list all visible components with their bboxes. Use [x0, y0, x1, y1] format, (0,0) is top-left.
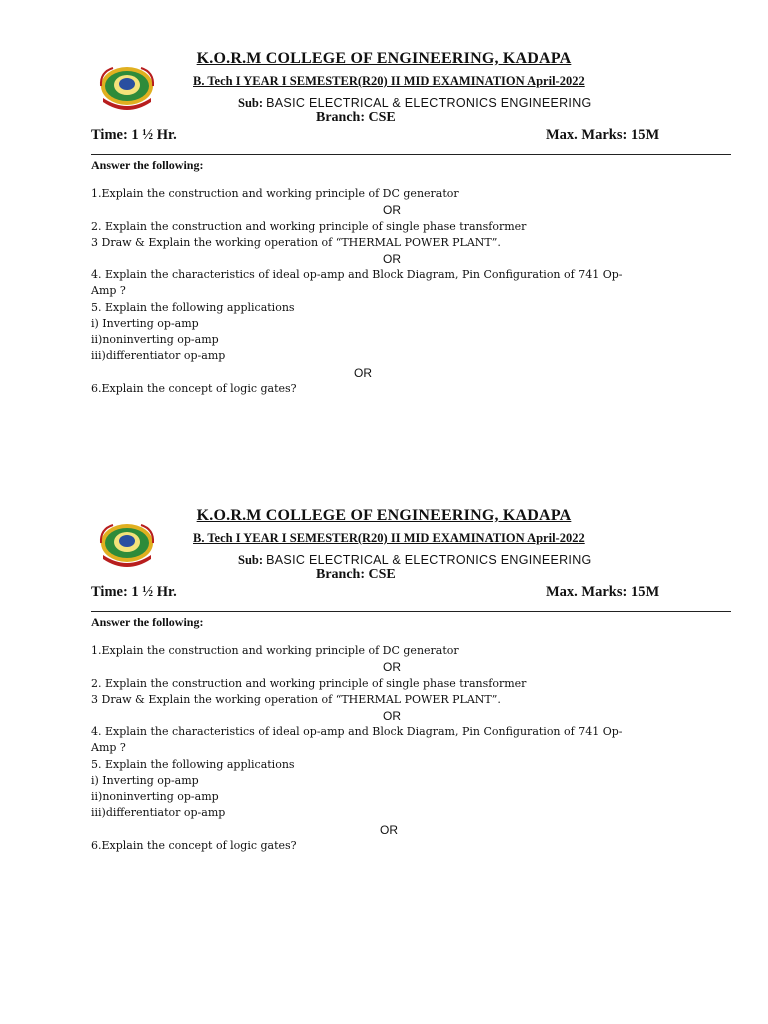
question-4-line-1: 4. Explain the characteristics of ideal op-amp and Block Diagram, Pin Configuration of 741 Op- — [91, 725, 623, 738]
exam-sheet-1 — [0, 0, 768, 460]
subject-label: Sub: — [238, 553, 267, 567]
question-5-i: i) Inverting op-amp — [91, 774, 199, 787]
question-1: 1.Explain the construction and working principle of DC generator — [91, 644, 459, 657]
or-separator: OR — [383, 252, 401, 266]
subject-value: BASIC ELECTRICAL & ELECTRONICS ENGINEERING — [266, 553, 592, 567]
question-2: 2. Explain the construction and working principle of single phase transformer — [91, 220, 527, 233]
college-logo-icon — [97, 64, 157, 110]
max-marks: Max. Marks: 15M — [546, 127, 660, 143]
time: Time: 1 ½ Hr. — [91, 127, 177, 143]
branch: Branch: CSE — [316, 110, 396, 125]
subject-line — [238, 96, 592, 111]
or-separator: OR — [380, 823, 398, 837]
instruction: Answer the following: — [91, 615, 204, 629]
or-separator: OR — [383, 709, 401, 723]
divider-line — [91, 154, 731, 155]
max-marks: Max. Marks: 15M — [546, 584, 660, 600]
question-5-ii: ii)noninverting op-amp — [91, 333, 219, 346]
divider-line — [91, 611, 731, 612]
question-3: 3 Draw & Explain the working operation of “THERMAL POWER PLANT”. — [91, 693, 501, 706]
question-6: 6.Explain the concept of logic gates? — [91, 839, 297, 852]
question-4-line-1: 4. Explain the characteristics of ideal op-amp and Block Diagram, Pin Configuration of 741 Op- — [91, 268, 623, 281]
question-4-line-2: Amp ? — [91, 284, 126, 297]
or-separator: OR — [383, 203, 401, 217]
question-2: 2. Explain the construction and working principle of single phase transformer — [91, 677, 527, 690]
college-logo-icon — [97, 521, 157, 567]
question-5: 5. Explain the following applications — [91, 301, 295, 314]
branch: Branch: CSE — [316, 567, 396, 582]
exam-title: B. Tech I YEAR I SEMESTER(R20) II MID EXAMINATION April-2022 — [193, 531, 585, 545]
question-5-iii: iii)differentiator op-amp — [91, 349, 226, 362]
or-separator: OR — [354, 366, 372, 380]
question-4-line-2: Amp ? — [91, 741, 126, 754]
question-1: 1.Explain the construction and working principle of DC generator — [91, 187, 459, 200]
subject-line — [238, 553, 592, 568]
question-5-ii: ii)noninverting op-amp — [91, 790, 219, 803]
instruction: Answer the following: — [91, 158, 204, 172]
question-6: 6.Explain the concept of logic gates? — [91, 382, 297, 395]
question-5-iii: iii)differentiator op-amp — [91, 806, 226, 819]
college-name: K.O.R.M COLLEGE OF ENGINEERING, KADAPA — [196, 507, 572, 524]
question-5: 5. Explain the following applications — [91, 758, 295, 771]
time: Time: 1 ½ Hr. — [91, 584, 177, 600]
exam-sheet-2 — [0, 457, 768, 917]
question-5-i: i) Inverting op-amp — [91, 317, 199, 330]
college-name: K.O.R.M COLLEGE OF ENGINEERING, KADAPA — [196, 50, 572, 67]
question-3: 3 Draw & Explain the working operation of “THERMAL POWER PLANT”. — [91, 236, 501, 249]
or-separator: OR — [383, 660, 401, 674]
subject-label: Sub: — [238, 96, 267, 110]
subject-value: BASIC ELECTRICAL & ELECTRONICS ENGINEERING — [266, 96, 592, 110]
exam-title: B. Tech I YEAR I SEMESTER(R20) II MID EXAMINATION April-2022 — [193, 74, 585, 88]
